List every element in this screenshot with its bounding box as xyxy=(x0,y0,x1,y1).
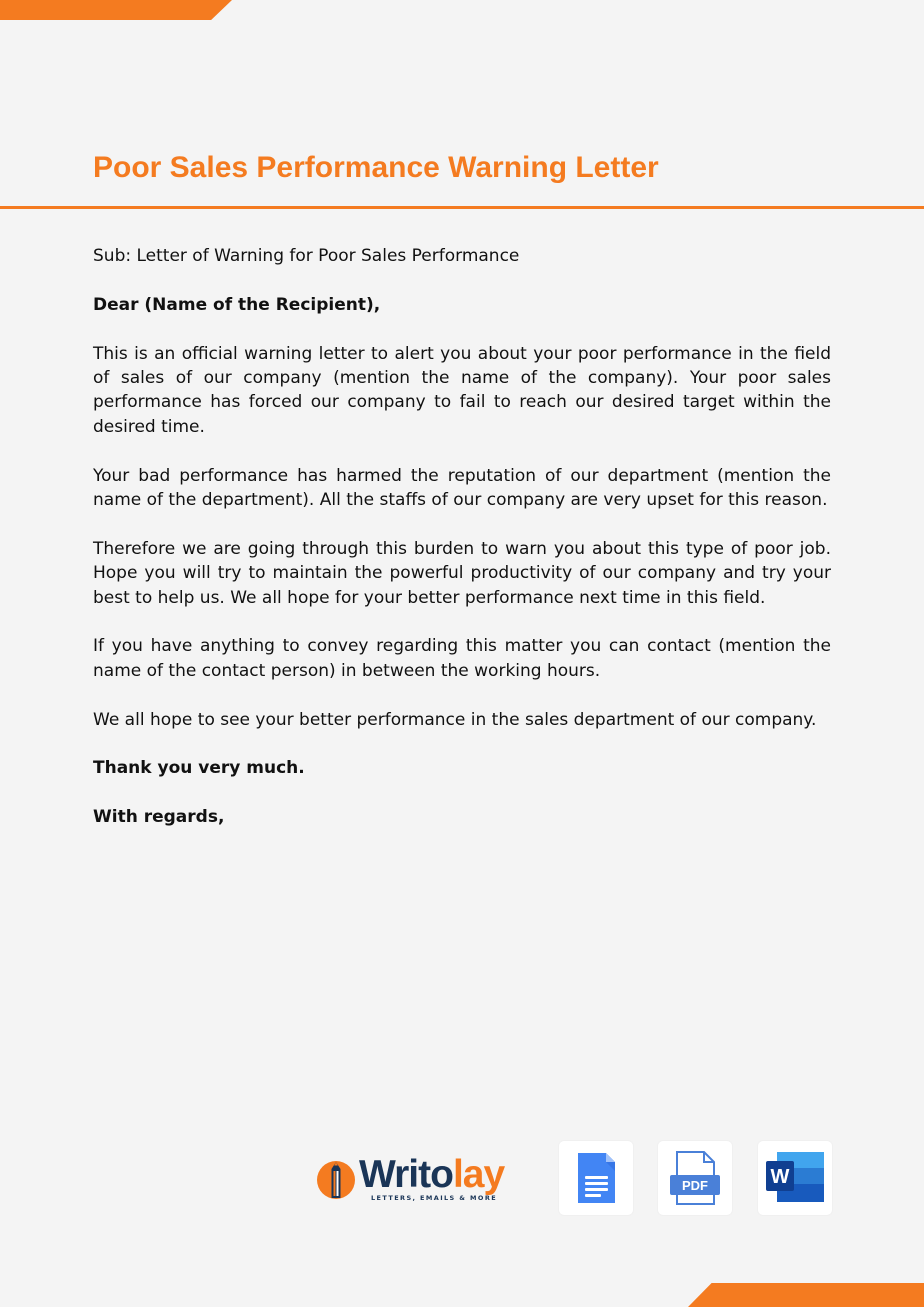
letter-paragraph: If you have anything to convey regarding this matter you can contact (mention the name of the contact person) in between the working hours. xyxy=(93,636,831,681)
footer xyxy=(0,1141,924,1215)
letter-closing: With regards, xyxy=(93,807,225,828)
letter-subject: Sub: Letter of Warning for Poor Sales Performance xyxy=(93,246,520,266)
letter-paragraph: This is an official warning letter to alert you about your poor performance in the field of sales of our company (mention the name of the company). Your poor sales performance has forced our company to fail to reach our desired target within the desired time. xyxy=(93,343,831,437)
microsoft-word-icon xyxy=(758,1141,832,1215)
page-title: Poor Sales Performance Warning Letter xyxy=(93,151,659,184)
pen-badge-icon xyxy=(316,1160,356,1200)
letter-body xyxy=(93,244,831,854)
brand-tagline: LETTERS, EMAILS & MORE xyxy=(371,1194,498,1202)
brand-part1: Writo xyxy=(359,1153,453,1196)
brand-part2: lay xyxy=(452,1153,505,1196)
pdf-label: PDF xyxy=(682,1178,708,1193)
google-docs-icon xyxy=(559,1141,633,1215)
corner-accent-bottom-right xyxy=(688,1283,924,1307)
writolay-logo[interactable] xyxy=(316,1153,526,1205)
title-divider xyxy=(0,206,924,209)
letter-salutation: Dear (Name of the Recipient), xyxy=(93,294,381,315)
word-label: W xyxy=(770,1166,790,1188)
corner-accent-top-left xyxy=(0,0,232,20)
letter-thanks: Thank you very much. xyxy=(93,758,305,779)
word-download-button[interactable] xyxy=(758,1141,832,1215)
letter-paragraph: Therefore we are going through this burden to warn you about this type of poor job. Hope you will try to maintain the powerful productivity of our company and try your best to help us. We all hope for your better performance next time in this field. xyxy=(93,538,831,608)
google-docs-download-button[interactable] xyxy=(559,1141,633,1215)
brand-wordmark xyxy=(359,1153,504,1197)
pdf-file-icon xyxy=(658,1141,732,1215)
letter-paragraph: Your bad performance has harmed the reputation of our department (mention the name of the department). All the staffs of our company are very upset for this reason. xyxy=(93,465,831,511)
pdf-download-button[interactable] xyxy=(658,1141,732,1215)
letter-paragraph: We all hope to see your better performance in the sales department of our company. xyxy=(93,709,817,730)
